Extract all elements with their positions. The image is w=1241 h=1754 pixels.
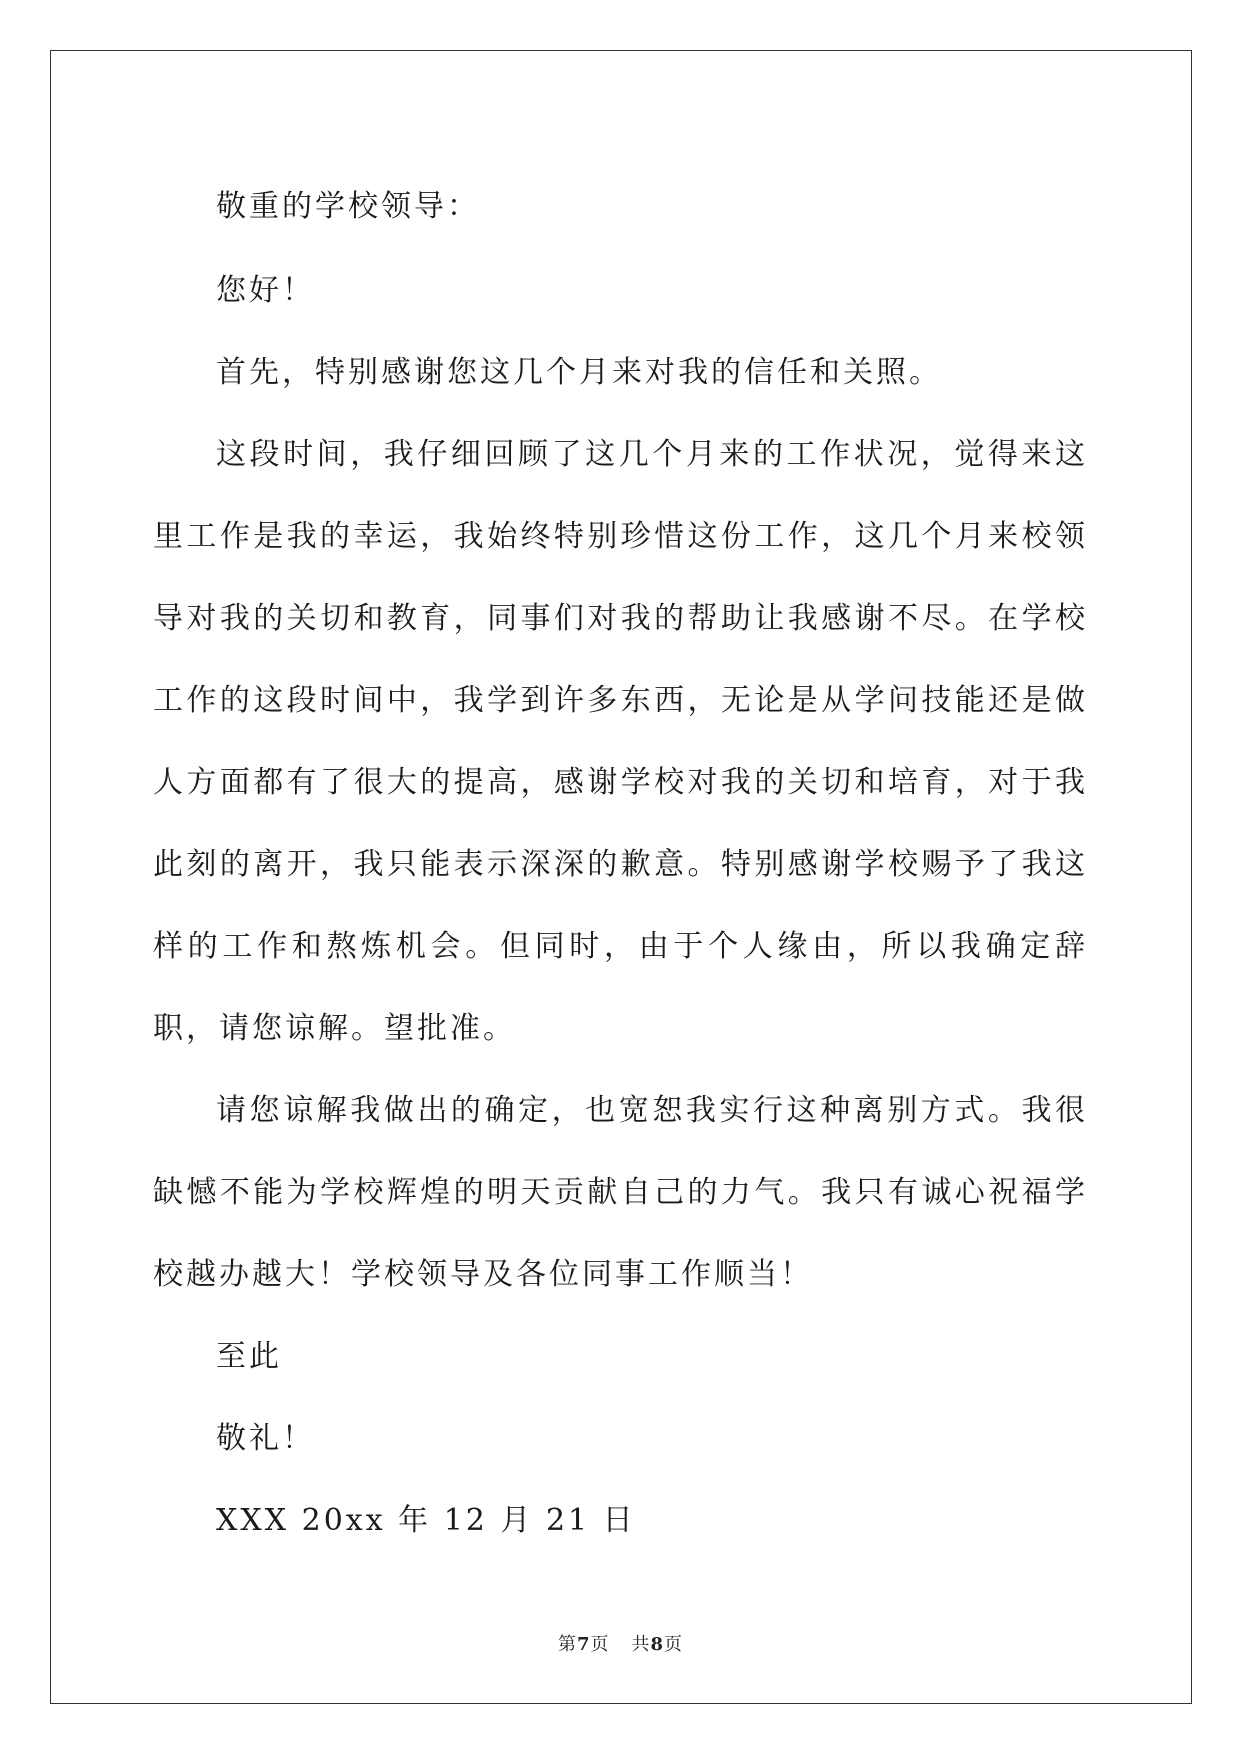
page-suffix: 页 (590, 1634, 610, 1655)
salutation: 敬重的学校领导： (216, 189, 480, 224)
total-prefix: 共 (631, 1634, 651, 1655)
paragraph-reflection: 这段时间，我仔细回顾了这几个月来的工作状况，觉得来这里工作是我的幸运，我始终特别珍惜这份工作，这几个月来校领导对我的关切和教育，同事们对我的帮助让我感谢不尽。在学校工作的这段时间中，我学到许多东西，无论是从学问技能还是做人方面都有了很大的提高，感谢学校对我的关切和培育，对于我此刻的离开，我只能表示深深的歉意。特别感谢学校赐予了我这样的工作和熬炼机会。但同时，由于个人缘由，所以我确定辞职，请您谅解。望批准。 (153, 437, 1088, 1046)
paragraph-thanks: 首先，特别感谢您这几个月来对我的信任和关照。 (216, 355, 942, 390)
page-prefix: 第 (557, 1634, 577, 1655)
letter-body (153, 166, 1088, 1562)
page-current: 7 (576, 1634, 591, 1655)
regards: 敬礼！ (216, 1421, 315, 1456)
page-total: 8 (650, 1634, 665, 1655)
paragraph-apology: 请您谅解我做出的确定，也宽恕我实行这种离别方式。我很缺憾不能为学校辉煌的明天贡献自己的力气。我只有诚心祝福学校越办越大！学校领导及各位同事工作顺当！ (153, 1093, 1088, 1292)
closing: 至此 (216, 1339, 282, 1374)
signature-date: XXX 20xx 年 12 月 21 日 (216, 1503, 636, 1538)
total-suffix: 页 (664, 1634, 684, 1655)
page-number-footer (0, 1630, 1241, 1656)
greeting: 您好！ (216, 273, 315, 308)
